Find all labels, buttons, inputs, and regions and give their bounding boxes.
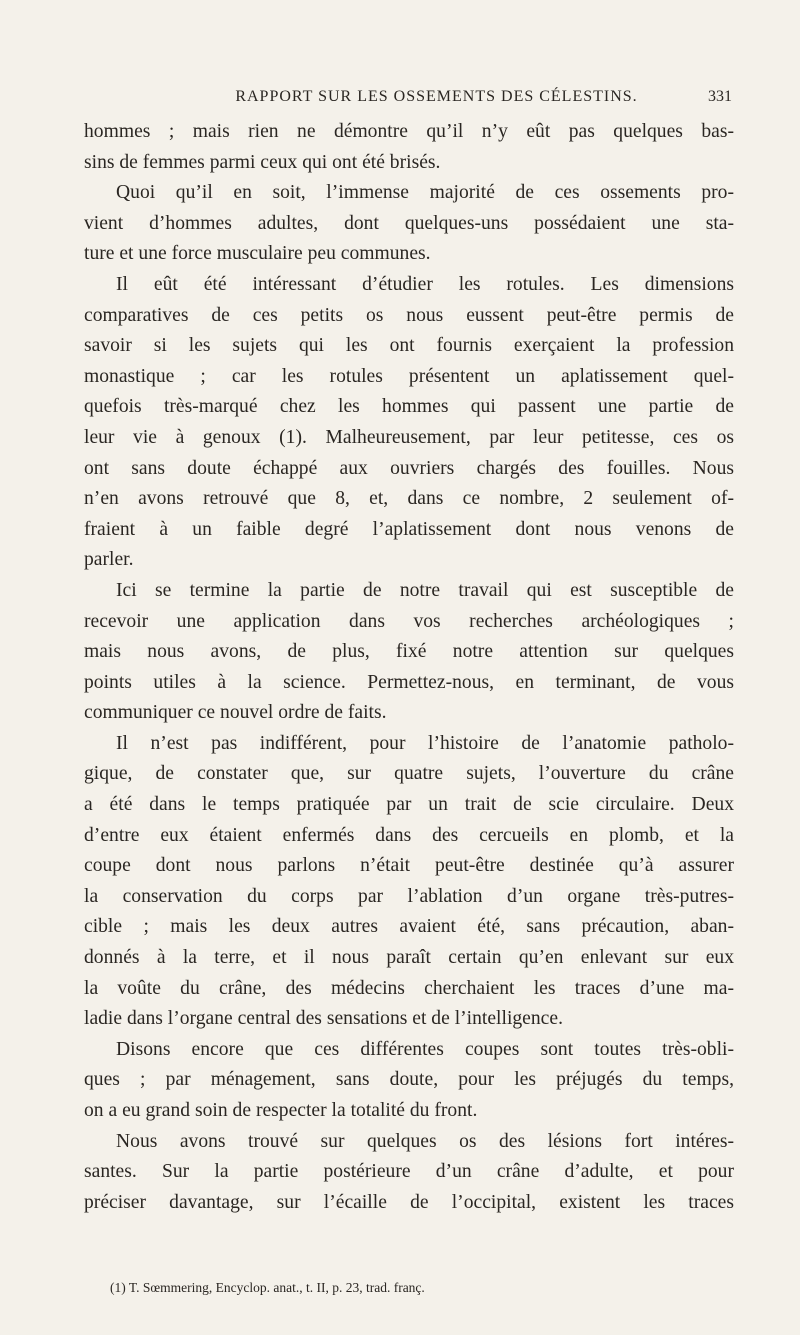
text-line: Il n’est pas indifférent, pour l’histoire de l’anatomie patholo-: [116, 732, 734, 754]
text-line: Nous avons trouvé sur quelques os des lésions fort intéres-: [116, 1130, 734, 1152]
text-line: leur vie à genoux (1). Malheureusement, par leur petitesse, ces os: [84, 426, 734, 448]
text-line: Disons encore que ces différentes coupes sont toutes très-obli-: [116, 1038, 734, 1060]
text-line: ladie dans l’organe central des sensations et de l’intelligence.: [84, 1008, 563, 1030]
running-title: RAPPORT SUR LES OSSEMENTS DES CÉLESTINS.: [235, 88, 638, 105]
text-line: d’entre eux étaient enfermés dans des cercueils en plomb, et la: [84, 824, 734, 846]
text-line: préciser davantage, sur l’écaille de l’occipital, existent les traces: [84, 1191, 734, 1213]
body-text: [84, 117, 734, 1218]
text-line: points utiles à la science. Permettez-nous, en terminant, de vous: [84, 671, 734, 693]
text-line: quefois très-marqué chez les hommes qui passent une partie de: [84, 396, 734, 418]
text-line: gique, de constater que, sur quatre sujets, l’ouverture du crâne: [84, 763, 734, 785]
text-line: ont sans doute échappé aux ouvriers chargés des fouilles. Nous: [84, 457, 734, 479]
text-line: donnés à la terre, et il nous paraît certain qu’en enlevant sur eux: [84, 947, 734, 969]
text-line: mais nous avons, de plus, fixé notre attention sur quelques: [84, 641, 734, 663]
text-line: la voûte du crâne, des médecins cherchaient les traces d’une ma-: [84, 977, 734, 999]
text-line: monastique ; car les rotules présentent un aplatissement quel-: [84, 365, 734, 387]
text-line: la conservation du corps par l’ablation d’un organe très-putres-: [84, 885, 734, 907]
page-header: [141, 88, 732, 112]
text-line: sins de femmes parmi ceux qui ont été brisés.: [84, 151, 441, 173]
text-line: cible ; mais les deux autres avaient été, sans précaution, aban-: [84, 916, 734, 938]
text-line: vient d’hommes adultes, dont quelques-uns possédaient une sta-: [84, 212, 734, 234]
text-line: coupe dont nous parlons n’était peut-être destinée qu’à assurer: [84, 855, 734, 877]
text-line: Quoi qu’il en soit, l’immense majorité de ces ossements pro-: [116, 182, 734, 204]
page-number: 331: [708, 88, 732, 105]
footnote: [110, 1280, 730, 1296]
text-line: comparatives de ces petits os nous eussent peut-être permis de: [84, 304, 734, 326]
text-line: fraient à un faible degré l’aplatissement dont nous venons de: [84, 518, 734, 540]
text-line: recevoir une application dans vos recherches archéologiques ;: [84, 610, 734, 632]
text-line: ques ; par ménagement, sans doute, pour les préjugés du temps,: [84, 1069, 734, 1091]
text-line: Il eût été intéressant d’étudier les rotules. Les dimensions: [116, 273, 734, 295]
footnote-text: T. Sœmmering, Encyclop. anat., t. II, p. 23, trad. franç.: [128, 1280, 425, 1295]
text-line: hommes ; mais rien ne démontre qu’il n’y eût pas quelques bas-: [84, 121, 734, 142]
text-line: on a eu grand soin de respecter la totalité du front.: [84, 1100, 478, 1121]
footnote-marker: (1): [110, 1280, 126, 1295]
text-line: communiquer ce nouvel ordre de faits.: [84, 702, 387, 724]
text-line: a été dans le temps pratiquée par un trait de scie circulaire. Deux: [84, 794, 734, 816]
text-line: ture et une force musculaire peu communes.: [84, 243, 431, 265]
text-line: n’en avons retrouvé que 8, et, dans ce nombre, 2 seulement of-: [84, 488, 734, 510]
text-line: savoir si les sujets qui les ont fournis exerçaient la profession: [84, 335, 734, 357]
text-line: santes. Sur la partie postérieure d’un crâne d’adulte, et pour: [84, 1161, 734, 1183]
text-line: Ici se termine la partie de notre travail qui est susceptible de: [116, 579, 734, 601]
text-line: parler.: [84, 549, 134, 571]
